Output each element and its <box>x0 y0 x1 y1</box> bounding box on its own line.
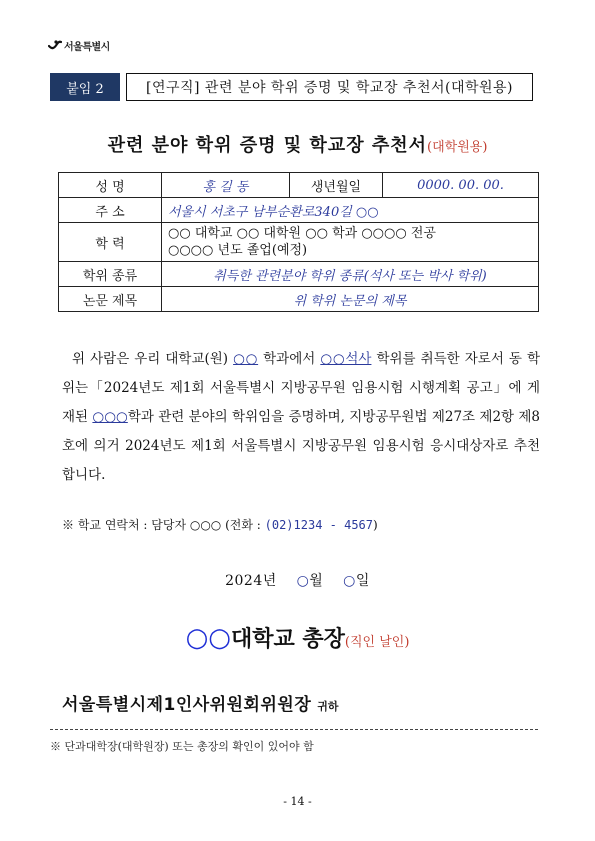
degree-type-label: 학위 종류 <box>59 262 162 287</box>
degree-placeholder: ○○석사 <box>320 351 372 367</box>
addressee-suffix: 귀하 <box>317 700 339 713</box>
addressee-name: 서울특별시제1인사위원회위원장 <box>62 695 312 715</box>
body-text-4: 학과 관련 분야의 학위임을 증명하며, 지방공무원법 제27조 제2항 제8호에 의거 2024년도 제1회 서울특별시 지방공무원 임용시험 응시대상자로 추천합니다. <box>62 409 541 483</box>
document-title-main: 관련 분야 학위 증명 및 학교장 추천서 <box>107 135 428 156</box>
birth-value: 0000. 00. 00. <box>383 173 539 198</box>
footnote: ※ 단과대학장(대학원장) 또는 총장의 확인이 있어야 함 <box>50 740 314 753</box>
degree-type-value: 취득한 관련분야 학위 종류(석사 또는 박사 학위) <box>162 262 539 287</box>
seoul-logo <box>48 38 110 53</box>
document-title <box>0 131 595 157</box>
birth-label: 생년월일 <box>290 173 383 198</box>
issue-date <box>0 570 595 590</box>
address-value: 서울시 서초구 남부순환로340길 ○○ <box>162 198 539 223</box>
logo-text: 서울특별시 <box>64 42 110 53</box>
degree-label: 학 력 <box>59 223 162 262</box>
university-placeholder: ○○ <box>185 623 231 653</box>
school-contact <box>62 516 378 533</box>
attachment-badge: 붙임 2 <box>50 73 120 101</box>
attachment-header <box>50 73 533 101</box>
date-day-mark: ○ <box>343 573 356 589</box>
body-text-2: 학과에서 <box>258 351 321 367</box>
seal-note: (직인 날인) <box>344 635 410 650</box>
date-month-mark: ○ <box>296 573 310 589</box>
seoul-logo-icon <box>48 40 62 52</box>
date-month: 월 <box>309 573 324 589</box>
document-title-sub: (대학원용) <box>427 140 488 155</box>
page-number: - 14 - <box>283 795 312 808</box>
certification-paragraph <box>62 345 540 490</box>
applicant-info-table <box>58 172 539 312</box>
body-text-1: 위 사람은 우리 대학교(원) <box>72 351 234 367</box>
degree-line-1: ○○ 대학교 ○○ 대학원 ○○ 학과 ○○○○ 전공 <box>168 226 436 241</box>
name-value: 홍 길 동 <box>162 173 290 198</box>
table-row <box>59 173 539 198</box>
president-title: 대학교 총장 <box>230 627 345 652</box>
department-placeholder: ○○ <box>233 351 259 367</box>
table-row <box>59 198 539 223</box>
contact-suffix: ) <box>373 518 378 532</box>
table-row <box>59 223 539 262</box>
date-year: 2024년 <box>225 573 277 589</box>
thesis-label: 논문 제목 <box>59 287 162 312</box>
contact-prefix: ※ 학교 연락처 : 담당자 ○○○ (전화 : <box>62 518 265 532</box>
attachment-title: [연구직] 관련 분야 학위 증명 및 학교장 추천서(대학원용) <box>126 73 533 101</box>
name-label: 성 명 <box>59 173 162 198</box>
divider <box>50 729 538 730</box>
thesis-value: 위 학위 논문의 제목 <box>162 287 539 312</box>
address-label: 주 소 <box>59 198 162 223</box>
table-row <box>59 287 539 312</box>
date-day: 일 <box>355 573 370 589</box>
degree-value <box>162 223 539 262</box>
degree-line-2: ○○○○ 년도 졸업(예정) <box>168 243 308 258</box>
president-signature <box>0 622 595 653</box>
table-row <box>59 262 539 287</box>
addressee <box>62 690 339 715</box>
body-text-3: 학위를 취득한 자로서 동 학위는「2024년도 제1회 서울특별시 지방공무원 임용시험 시행계획 공고」에 게재된 <box>62 351 540 425</box>
major-placeholder: ○○○ <box>92 409 128 425</box>
contact-phone: (02)1234 - 4567 <box>264 518 373 532</box>
